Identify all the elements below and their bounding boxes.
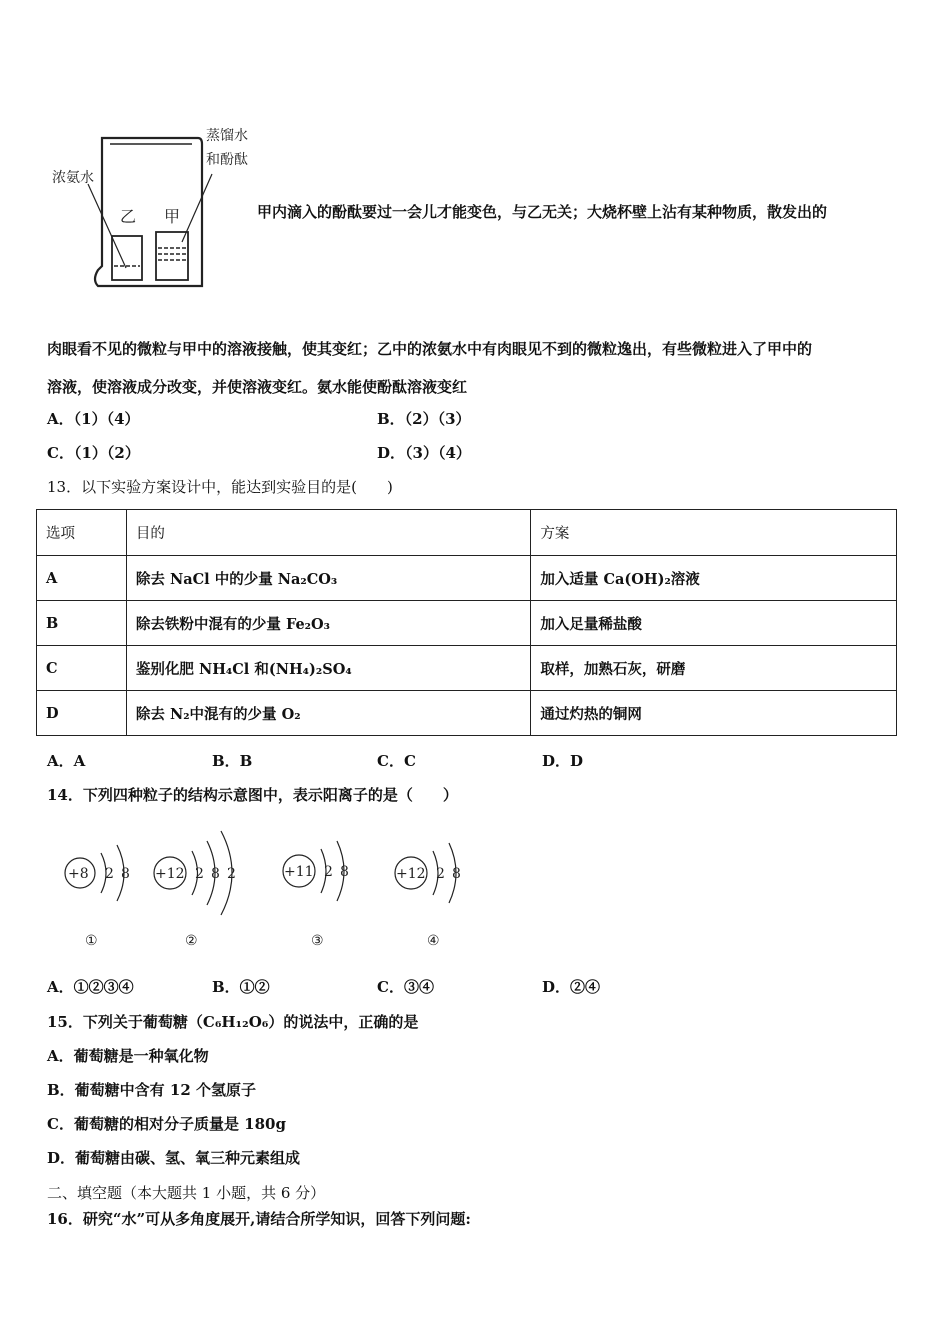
row-goal: 除去 NaCl 中的少量 Na₂CO₃ xyxy=(126,556,531,601)
q12-text-line1: 甲内滴入的酚酞要过一会儿才能变色，与乙无关；大烧杯壁上沾有某种物质，散发出的 xyxy=(257,203,828,221)
particle-3-shell-2: 8 xyxy=(340,864,349,880)
q15-stem: 15．下列关于葡萄糖（C₆H₁₂O₆）的说法中，正确的是 xyxy=(47,1013,419,1031)
q14-option-d: D．②④ xyxy=(542,978,601,996)
particle-1-nucleus: +8 xyxy=(68,866,89,882)
table-header-row xyxy=(37,510,897,556)
particle-4-label: ④ xyxy=(427,933,440,949)
particle-2-label: ② xyxy=(185,933,198,949)
particle-1-label: ① xyxy=(85,933,98,949)
header-plan: 方案 xyxy=(531,510,897,556)
q16-stem: 16．研究“水”可从多角度展开,请结合所学知识，回答下列问题: xyxy=(47,1210,471,1228)
row-option: A xyxy=(37,556,127,601)
diffusion-experiment-figure xyxy=(40,120,260,300)
particle-4-shell-1: 2 xyxy=(436,866,445,882)
row-option: D xyxy=(37,691,127,736)
row-goal: 除去铁粉中混有的少量 Fe₂O₃ xyxy=(126,601,531,646)
row-plan: 通过灼热的铜网 xyxy=(531,691,897,736)
q12-text-line2: 肉眼看不见的微粒与甲中的溶液接触，使其变红；乙中的浓氨水中有肉眼见不到的微粒逸出，有些微粒进入了甲中的 xyxy=(47,340,813,358)
row-goal: 除去 N₂中混有的少量 O₂ xyxy=(126,691,531,736)
q15-option-d: D．葡萄糖由碳、氢、氧三种元素组成 xyxy=(47,1149,301,1167)
particle-3-nucleus: +11 xyxy=(284,864,314,880)
particle-diagrams xyxy=(55,815,475,955)
table-row xyxy=(37,556,897,601)
particle-3-shell-1: 2 xyxy=(324,864,333,880)
q12-option-c: C．（1）（2） xyxy=(47,444,140,462)
q14-option-b: B．①② xyxy=(212,978,270,996)
row-plan: 加入足量稀盐酸 xyxy=(531,601,897,646)
particle-2-shell-1: 2 xyxy=(195,866,204,882)
particle-2-nucleus: +12 xyxy=(155,866,185,882)
q12-text-line3: 溶液，使溶液成分改变，并使溶液变红。氨水能使酚酞溶液变红 xyxy=(47,378,468,396)
label-phenolphthalein: 和酚酞 xyxy=(206,152,248,168)
q13-option-d: D．D xyxy=(542,752,584,770)
particle-2-shell-3: 2 xyxy=(227,866,236,882)
particle-2-shell-2: 8 xyxy=(211,866,220,882)
q15-option-c: C．葡萄糖的相对分子质量是 180g xyxy=(47,1115,286,1133)
label-distilled-water: 蒸馏水 xyxy=(206,128,248,144)
particle-4-shell-2: 8 xyxy=(452,866,461,882)
header-goal: 目的 xyxy=(126,510,531,556)
q12-option-d: D．（3）（4） xyxy=(377,444,471,462)
q13-option-c: C．C xyxy=(377,752,416,770)
q14-option-a: A．①②③④ xyxy=(47,978,134,996)
q14-option-c: C．③④ xyxy=(377,978,434,996)
label-beaker-yi: 乙 xyxy=(120,207,137,226)
q14-stem: 14．下列四种粒子的结构示意图中，表示阳离子的是（ ） xyxy=(47,786,458,804)
section-heading: 二、填空题（本大题共 1 小题，共 6 分） xyxy=(47,1184,326,1202)
particle-3-label: ③ xyxy=(311,933,324,949)
particle-4-nucleus: +12 xyxy=(396,866,426,882)
q13-stem: 13．以下实验方案设计中，能达到实验目的是( ) xyxy=(47,478,393,496)
q15-option-b: B．葡萄糖中含有 12 个氢原子 xyxy=(47,1081,256,1099)
q13-table xyxy=(36,509,897,736)
row-option: B xyxy=(37,601,127,646)
table-row xyxy=(37,691,897,736)
label-beaker-jia: 甲 xyxy=(164,207,181,226)
row-option: C xyxy=(37,646,127,691)
row-plan: 加入适量 Ca(OH)₂溶液 xyxy=(531,556,897,601)
q12-option-b: B．（2）（3） xyxy=(377,410,471,428)
particle-1-shell-2: 8 xyxy=(121,866,130,882)
row-goal: 鉴别化肥 NH₄Cl 和(NH₄)₂SO₄ xyxy=(126,646,531,691)
particle-1-shell-1: 2 xyxy=(105,866,114,882)
table-row xyxy=(37,646,897,691)
q12-option-a: A．（1）（4） xyxy=(47,410,140,428)
q13-option-a: A．A xyxy=(47,752,86,770)
label-concentrated-ammonia: 浓氨水 xyxy=(52,170,94,186)
q15-option-a: A．葡萄糖是一种氧化物 xyxy=(47,1047,209,1065)
q13-option-b: B．B xyxy=(212,752,253,770)
header-option: 选项 xyxy=(37,510,127,556)
row-plan: 取样，加熟石灰，研磨 xyxy=(531,646,897,691)
table-row xyxy=(37,601,897,646)
